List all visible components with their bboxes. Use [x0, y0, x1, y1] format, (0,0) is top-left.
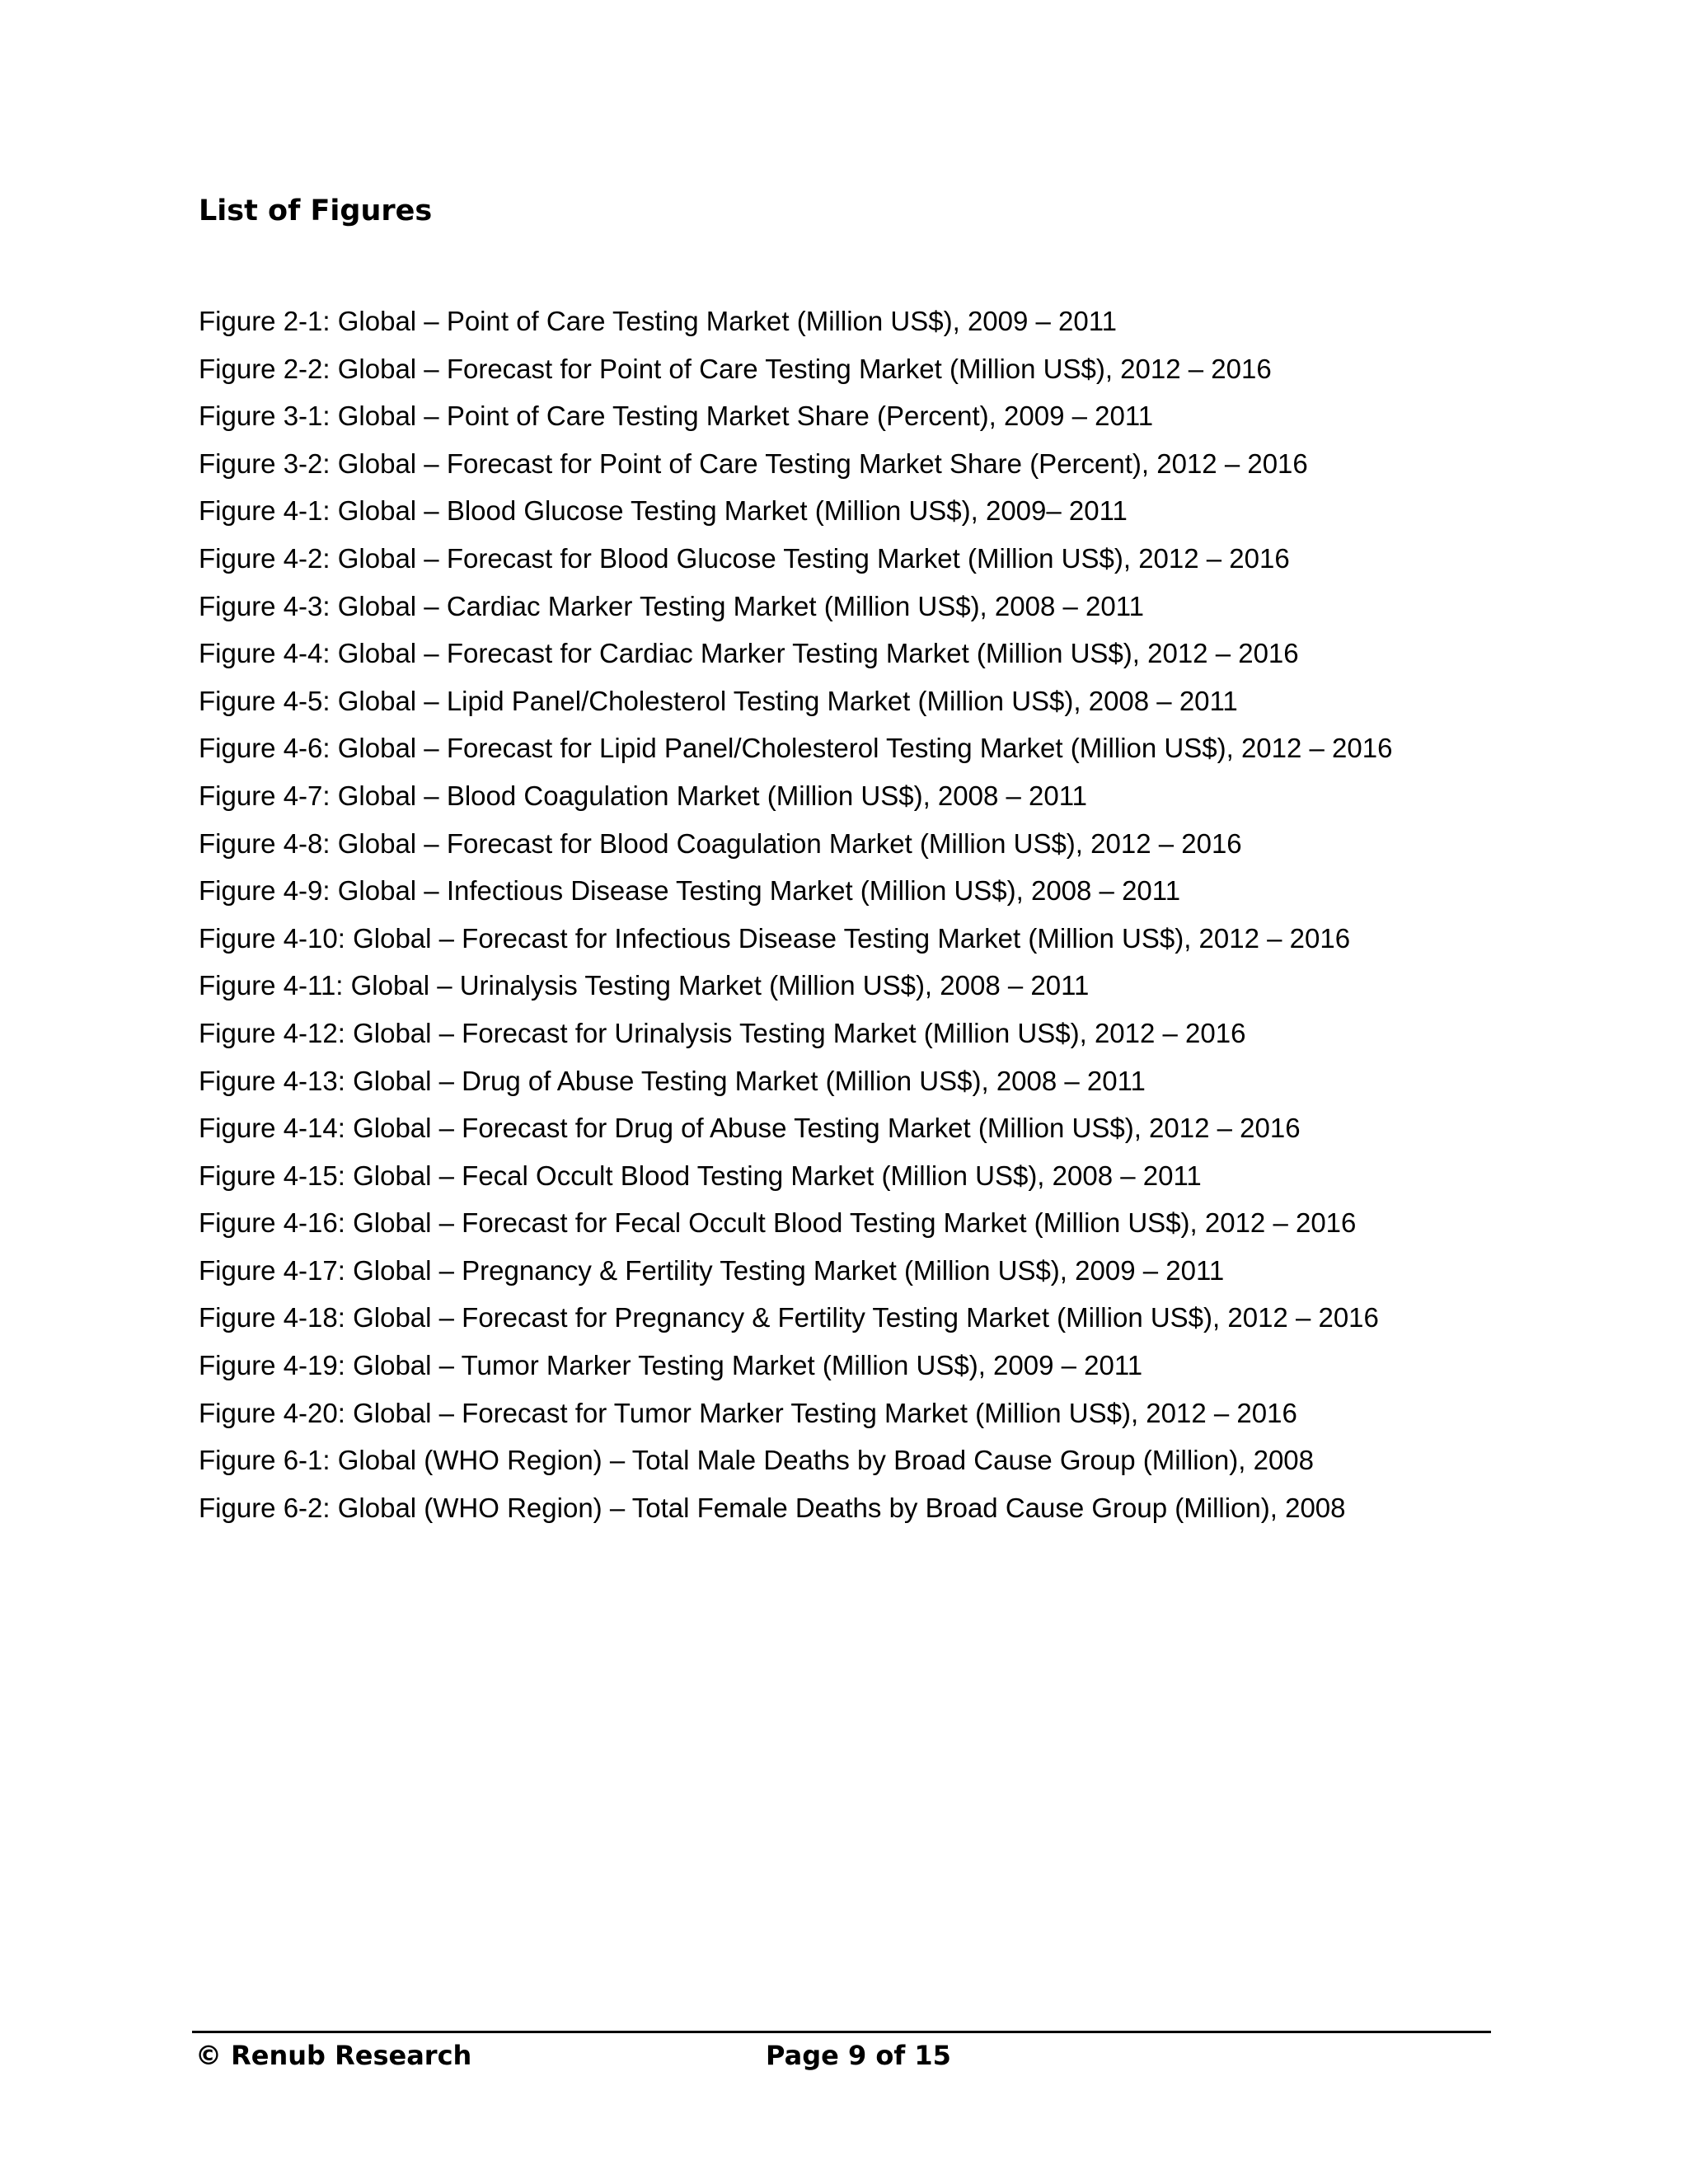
- footer-copyright: © Renub Research: [195, 2040, 472, 2071]
- list-item: Figure 4-14: Global – Forecast for Drug of Abuse Testing Market (Million US$), 2012 – 2016: [199, 1113, 1301, 1144]
- list-item: Figure 3-1: Global – Point of Care Testing Market Share (Percent), 2009 – 2011: [199, 401, 1154, 432]
- list-item: Figure 2-2: Global – Forecast for Point of Care Testing Market (Million US$), 2012 – 2016: [199, 353, 1272, 384]
- list-item: Figure 2-1: Global – Point of Care Testing Market (Million US$), 2009 – 2011: [199, 306, 1118, 336]
- footer-divider: [192, 2031, 1491, 2033]
- list-item: Figure 4-4: Global – Forecast for Cardiac Marker Testing Market (Million US$), 2012 – 2016: [199, 638, 1299, 669]
- list-item: Figure 6-1: Global (WHO Region) – Total Male Deaths by Broad Cause Group (Million), 2008: [199, 1445, 1314, 1476]
- page-title: List of Figures: [199, 194, 433, 227]
- list-item: Figure 4-2: Global – Forecast for Blood Glucose Testing Market (Million US$), 2012 – 2016: [199, 542, 1290, 574]
- list-item: Figure 4-18: Global – Forecast for Pregnancy & Fertility Testing Market (Million US$), 2012 – 2016: [199, 1302, 1379, 1333]
- list-item: Figure 4-19: Global – Tumor Marker Testing Market (Million US$), 2009 – 2011: [199, 1350, 1143, 1381]
- list-item: Figure 6-2: Global (WHO Region) – Total Female Deaths by Broad Cause Group (Million), 2008: [199, 1492, 1346, 1523]
- footer-page-number: Page 9 of 15: [766, 2040, 951, 2071]
- list-item: Figure 4-12: Global – Forecast for Urinalysis Testing Market (Million US$), 2012 – 2016: [199, 1017, 1246, 1048]
- list-item: Figure 4-6: Global – Forecast for Lipid Panel/Cholesterol Testing Market (Million US$), 2012 – 2016: [199, 733, 1393, 764]
- list-item: Figure 4-17: Global – Pregnancy & Fertility Testing Market (Million US$), 2009 – 2011: [199, 1254, 1225, 1286]
- list-item: Figure 4-8: Global – Forecast for Blood Coagulation Market (Million US$), 2012 – 2016: [199, 827, 1242, 859]
- list-item: Figure 4-1: Global – Blood Glucose Testing Market (Million US$), 2009– 2011: [199, 495, 1128, 527]
- list-item: Figure 4-5: Global – Lipid Panel/Cholesterol Testing Market (Million US$), 2008 – 2011: [199, 685, 1238, 716]
- list-item: Figure 4-16: Global – Forecast for Fecal Occult Blood Testing Market (Million US$), 2012 – 2016: [199, 1207, 1357, 1239]
- list-item: Figure 4-13: Global – Drug of Abuse Testing Market (Million US$), 2008 – 2011: [199, 1065, 1146, 1096]
- list-item: Figure 4-15: Global – Fecal Occult Blood Testing Market (Million US$), 2008 – 2011: [199, 1160, 1202, 1191]
- list-item: Figure 4-20: Global – Forecast for Tumor Marker Testing Market (Million US$), 2012 – 2016: [199, 1397, 1297, 1428]
- list-item: Figure 4-7: Global – Blood Coagulation Market (Million US$), 2008 – 2011: [199, 780, 1087, 811]
- list-item: Figure 4-10: Global – Forecast for Infectious Disease Testing Market (Million US$), 2012 – 2016: [199, 922, 1351, 954]
- list-item: Figure 4-9: Global – Infectious Disease Testing Market (Million US$), 2008 – 2011: [199, 875, 1181, 907]
- list-item: Figure 4-3: Global – Cardiac Marker Testing Market (Million US$), 2008 – 2011: [199, 590, 1144, 621]
- list-item: Figure 4-11: Global – Urinalysis Testing Market (Million US$), 2008 – 2011: [199, 970, 1090, 1001]
- figure-list: [199, 302, 1392, 1535]
- list-item: Figure 3-2: Global – Forecast for Point of Care Testing Market Share (Percent), 2012 – 2016: [199, 448, 1308, 479]
